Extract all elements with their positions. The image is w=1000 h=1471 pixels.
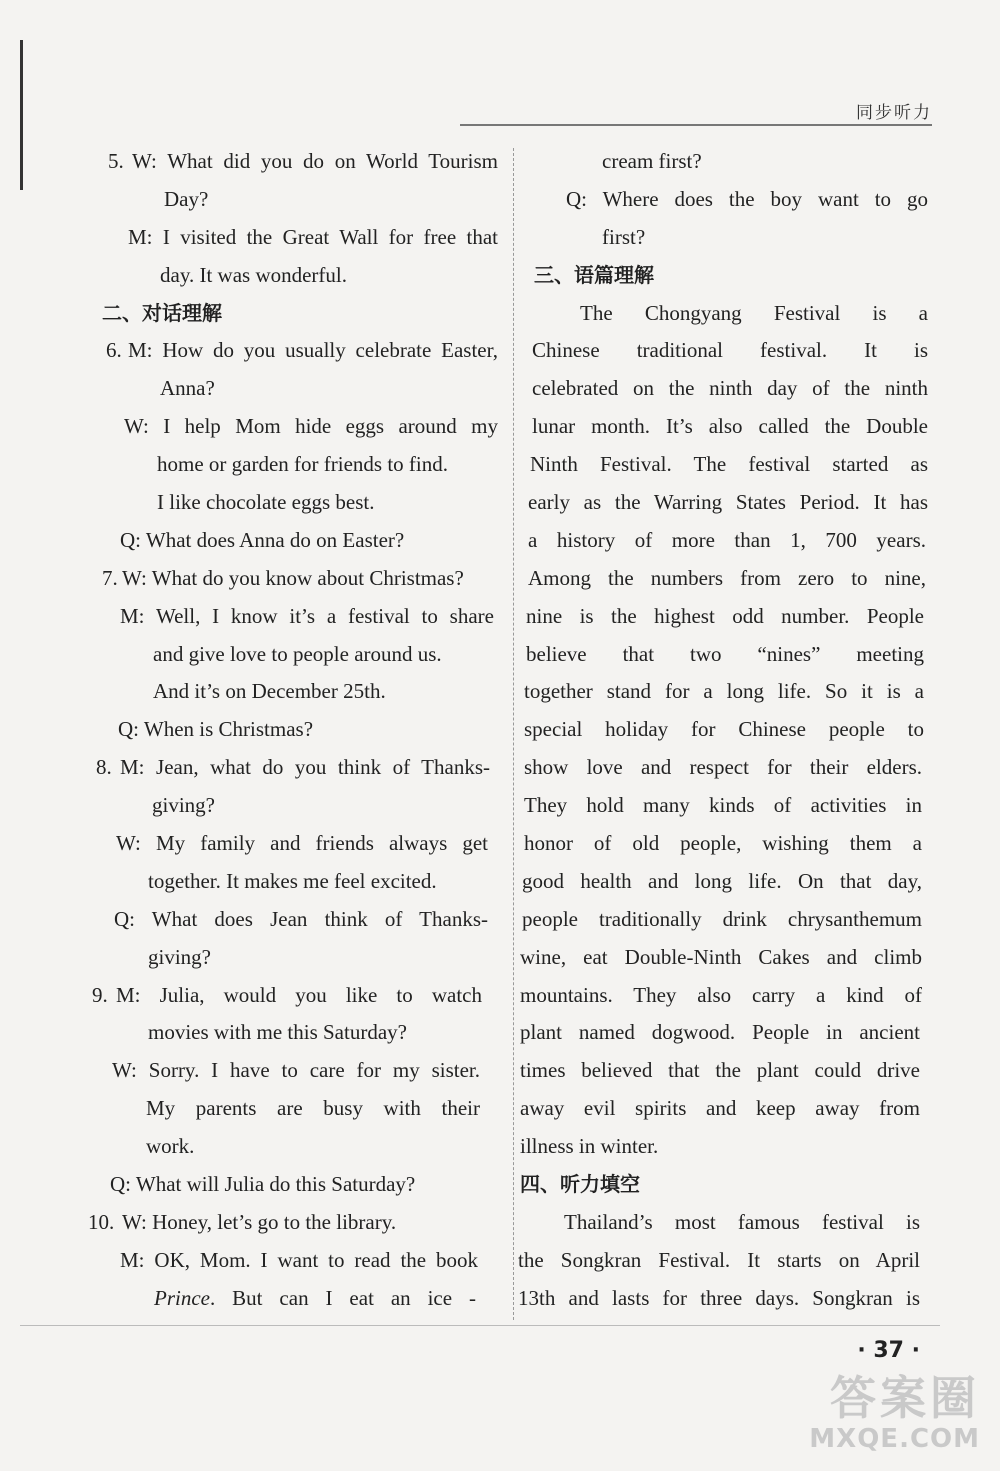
- question-line: first?: [602, 224, 646, 249]
- dialogue-line: cream first?: [602, 149, 702, 173]
- dialogue-line: giving?: [152, 793, 215, 818]
- watermark-main: 答案圈: [830, 1371, 980, 1425]
- speaker-label: Q:: [118, 717, 139, 742]
- paragraph-line: Chinese traditional festival. It is: [532, 338, 928, 363]
- speaker-label: Q:: [566, 186, 587, 211]
- question-line: Q: Where does the boy want to go: [566, 186, 929, 211]
- paragraph-line: Ninth Festival. The festival started as: [530, 452, 928, 477]
- dialogue-line: M: OK, Mom. I want to read the book: [120, 1247, 479, 1272]
- speaker-label: W:: [124, 414, 149, 439]
- para-line-wrap: [520, 711, 928, 749]
- right-column: [520, 143, 928, 1318]
- book-title: Prince: [154, 1285, 210, 1310]
- paragraph-line: Among the numbers from zero to nine,: [528, 565, 926, 590]
- q9-w-line2: [102, 1090, 498, 1128]
- paragraph-line: They hold many kinds of activities in: [524, 793, 922, 818]
- para-line-wrap: [520, 560, 928, 598]
- footer-rule: [20, 1325, 940, 1326]
- para-line-wrap: [520, 749, 928, 787]
- paragraph-line: special holiday for Chinese people to: [524, 717, 924, 742]
- paragraph-line: together stand for a long life. So it is a: [524, 679, 924, 704]
- speaker-label: M:: [116, 982, 141, 1007]
- dialogue-line: M: Jean, what do you think of Thanks-: [120, 755, 490, 780]
- para-line-wrap: [520, 484, 928, 522]
- dialogue-line: and give love to people around us.: [153, 641, 442, 666]
- paragraph-line: plant named dogwood. People in ancient: [520, 1020, 920, 1045]
- question-number: 9.: [92, 982, 108, 1007]
- paragraph-line: believe that two “nines” meeting: [526, 641, 924, 666]
- paragraph-line: lunar month. It’s also called the Double: [532, 414, 928, 439]
- left-column: [88, 143, 499, 1318]
- paragraph-line: a history of more than 1, 700 years.: [528, 527, 926, 552]
- paragraph-line: show love and respect for their elders.: [524, 755, 922, 780]
- q7-line: [102, 560, 498, 598]
- dialogue-line: movies with me this Saturday?: [148, 1020, 407, 1045]
- q10-m-line2: [102, 1280, 498, 1318]
- speaker-label: M:: [120, 603, 145, 628]
- para-line-wrap: [520, 1280, 928, 1318]
- paragraph-line: Thailand’s most famous festival is: [564, 1209, 920, 1234]
- dialogue-line: My parents are busy with their: [146, 1096, 480, 1121]
- speaker-label: M:: [120, 755, 145, 780]
- speaker-label: M:: [128, 224, 153, 249]
- para-line-wrap: [520, 863, 928, 901]
- q6-w-line: [102, 408, 498, 446]
- paragraph-line: illness in winter.: [520, 1134, 659, 1159]
- para-line-wrap: [520, 446, 928, 484]
- para-line-wrap: [520, 1242, 928, 1280]
- q7-m-line: [102, 598, 498, 636]
- para-line-wrap: [520, 787, 928, 825]
- question-number: 8.: [96, 755, 112, 780]
- dialogue-line: M: I visited the Great Wall for free that: [128, 224, 498, 249]
- binding-edge-mark: [20, 40, 23, 190]
- dialogue-line: M: Well, I know it’s a festival to share: [120, 603, 494, 628]
- speaker-label: Q:: [110, 1172, 131, 1197]
- q8-q-line: [102, 901, 498, 939]
- dialogue-line: Anna?: [160, 376, 215, 401]
- speaker-label: W:: [132, 149, 157, 173]
- paragraph-line: nine is the highest odd number. People: [526, 603, 924, 628]
- section2-heading: 二、对话理解: [102, 300, 222, 325]
- dialogue-line: M: How do you usually celebrate Easter,: [128, 338, 499, 363]
- dialogue-line: W: What did you do on World Tourism: [132, 149, 499, 173]
- watermark-url: MXQE.COM: [809, 1424, 980, 1454]
- question-line: Q: What does Jean think of Thanks-: [114, 906, 488, 931]
- section3-heading: 三、语篇理解: [534, 262, 654, 287]
- para-line-wrap: [520, 1204, 928, 1242]
- speaker-label: W:: [122, 565, 147, 590]
- para-line-wrap: [520, 939, 928, 977]
- section4-paragraph: [520, 1204, 928, 1318]
- question-line: Q: When is Christmas?: [118, 717, 314, 742]
- para-line-wrap: [520, 295, 928, 333]
- dialogue-line: W: Sorry. I have to care for my sister.: [112, 1058, 481, 1083]
- question-line: Q: What does Anna do on Easter?: [120, 527, 405, 552]
- paragraph-line: 13th and lasts for three days. Songkran is: [518, 1285, 920, 1310]
- q10-m-line: [102, 1242, 498, 1280]
- section-header-label: 同步听力: [856, 103, 932, 123]
- paragraph-line: wine, eat Double-Ninth Cakes and climb: [520, 944, 922, 969]
- paragraph-line: honor of old people, wishing them a: [524, 831, 922, 856]
- page-number: · 37 ·: [857, 1338, 920, 1363]
- paragraph-line: celebrated on the ninth day of the ninth: [532, 376, 928, 401]
- para-line-wrap: [520, 901, 928, 939]
- para-line-wrap: [520, 332, 928, 370]
- q5-line: [102, 143, 498, 181]
- q6-line: [102, 332, 498, 370]
- paragraph-line: mountains. They also carry a kind of: [520, 982, 922, 1007]
- para-line-wrap: [520, 1052, 928, 1090]
- q10-line: [88, 1204, 498, 1242]
- q10-q-line: [520, 181, 928, 219]
- dialogue-line: W: What do you know about Christmas?: [122, 565, 464, 590]
- dialogue-line: Day?: [164, 186, 209, 211]
- question-line: giving?: [148, 944, 211, 969]
- q9-line: [92, 977, 498, 1015]
- paragraph-line: good health and long life. On that day,: [522, 868, 922, 893]
- section4-heading: 四、听力填空: [520, 1172, 640, 1197]
- speaker-label: Q:: [120, 527, 141, 552]
- q5-m-line: [102, 219, 498, 257]
- para-line-wrap: [520, 370, 928, 408]
- speaker-label: W:: [112, 1058, 137, 1083]
- q9-w-line: [102, 1052, 498, 1090]
- paragraph-line: people traditionally drink chrysanthemum: [522, 906, 922, 931]
- para-line-wrap: [520, 673, 928, 711]
- header-rule: [460, 124, 932, 126]
- question-number: 10.: [88, 1209, 115, 1234]
- question-number: 6.: [106, 338, 122, 363]
- paragraph-line: the Songkran Festival. It starts on April: [518, 1247, 920, 1272]
- dialogue-line: together. It makes me feel excited.: [148, 868, 437, 893]
- speaker-label: W:: [116, 831, 141, 856]
- speaker-label: W:: [122, 1209, 147, 1234]
- dialogue-line: work.: [146, 1134, 195, 1159]
- paragraph-line: The Chongyang Festival is a: [580, 300, 928, 325]
- para-line-wrap: [520, 522, 928, 560]
- para-line-wrap: [520, 408, 928, 446]
- dialogue-line: home or garden for friends to find.: [157, 452, 448, 477]
- dialogue-line: W: Honey, let’s go to the library.: [122, 1209, 397, 1234]
- para-line-wrap: [520, 977, 928, 1015]
- dialogue-line: M: Julia, would you like to watch: [116, 982, 482, 1007]
- dialogue-line: day. It was wonderful.: [160, 262, 348, 287]
- question-number: 5.: [108, 149, 124, 173]
- dialogue-line: W: I help Mom hide eggs around my: [124, 414, 499, 439]
- q8-w-line: [102, 825, 498, 863]
- dialogue-line: I like chocolate eggs best.: [157, 490, 375, 515]
- para-line-wrap: [520, 825, 928, 863]
- paragraph-line: away evil spirits and keep away from: [520, 1096, 920, 1121]
- column-divider: [513, 148, 514, 1320]
- dialogue-line: And it’s on December 25th.: [153, 679, 386, 704]
- speaker-label: Q:: [114, 906, 135, 931]
- dialogue-line: W: My family and friends always get: [116, 831, 489, 856]
- section3-paragraph: [520, 295, 928, 1166]
- speaker-label: M:: [120, 1247, 145, 1272]
- question-number: 7.: [102, 565, 118, 590]
- paragraph-line: times believed that the plant could drive: [520, 1058, 920, 1083]
- question-line: Q: What will Julia do this Saturday?: [110, 1172, 416, 1197]
- q8-line: [96, 749, 498, 787]
- para-line-wrap: [520, 598, 928, 636]
- para-line-wrap: [520, 1014, 928, 1052]
- dialogue-line: Prince. But can I eat an ice -: [154, 1285, 476, 1310]
- speaker-label: M:: [128, 338, 153, 363]
- watermark-logo: [809, 1372, 980, 1454]
- paragraph-line: early as the Warring States Period. It has: [528, 490, 928, 515]
- para-line-wrap: [520, 1090, 928, 1128]
- para-line-wrap: [520, 636, 928, 674]
